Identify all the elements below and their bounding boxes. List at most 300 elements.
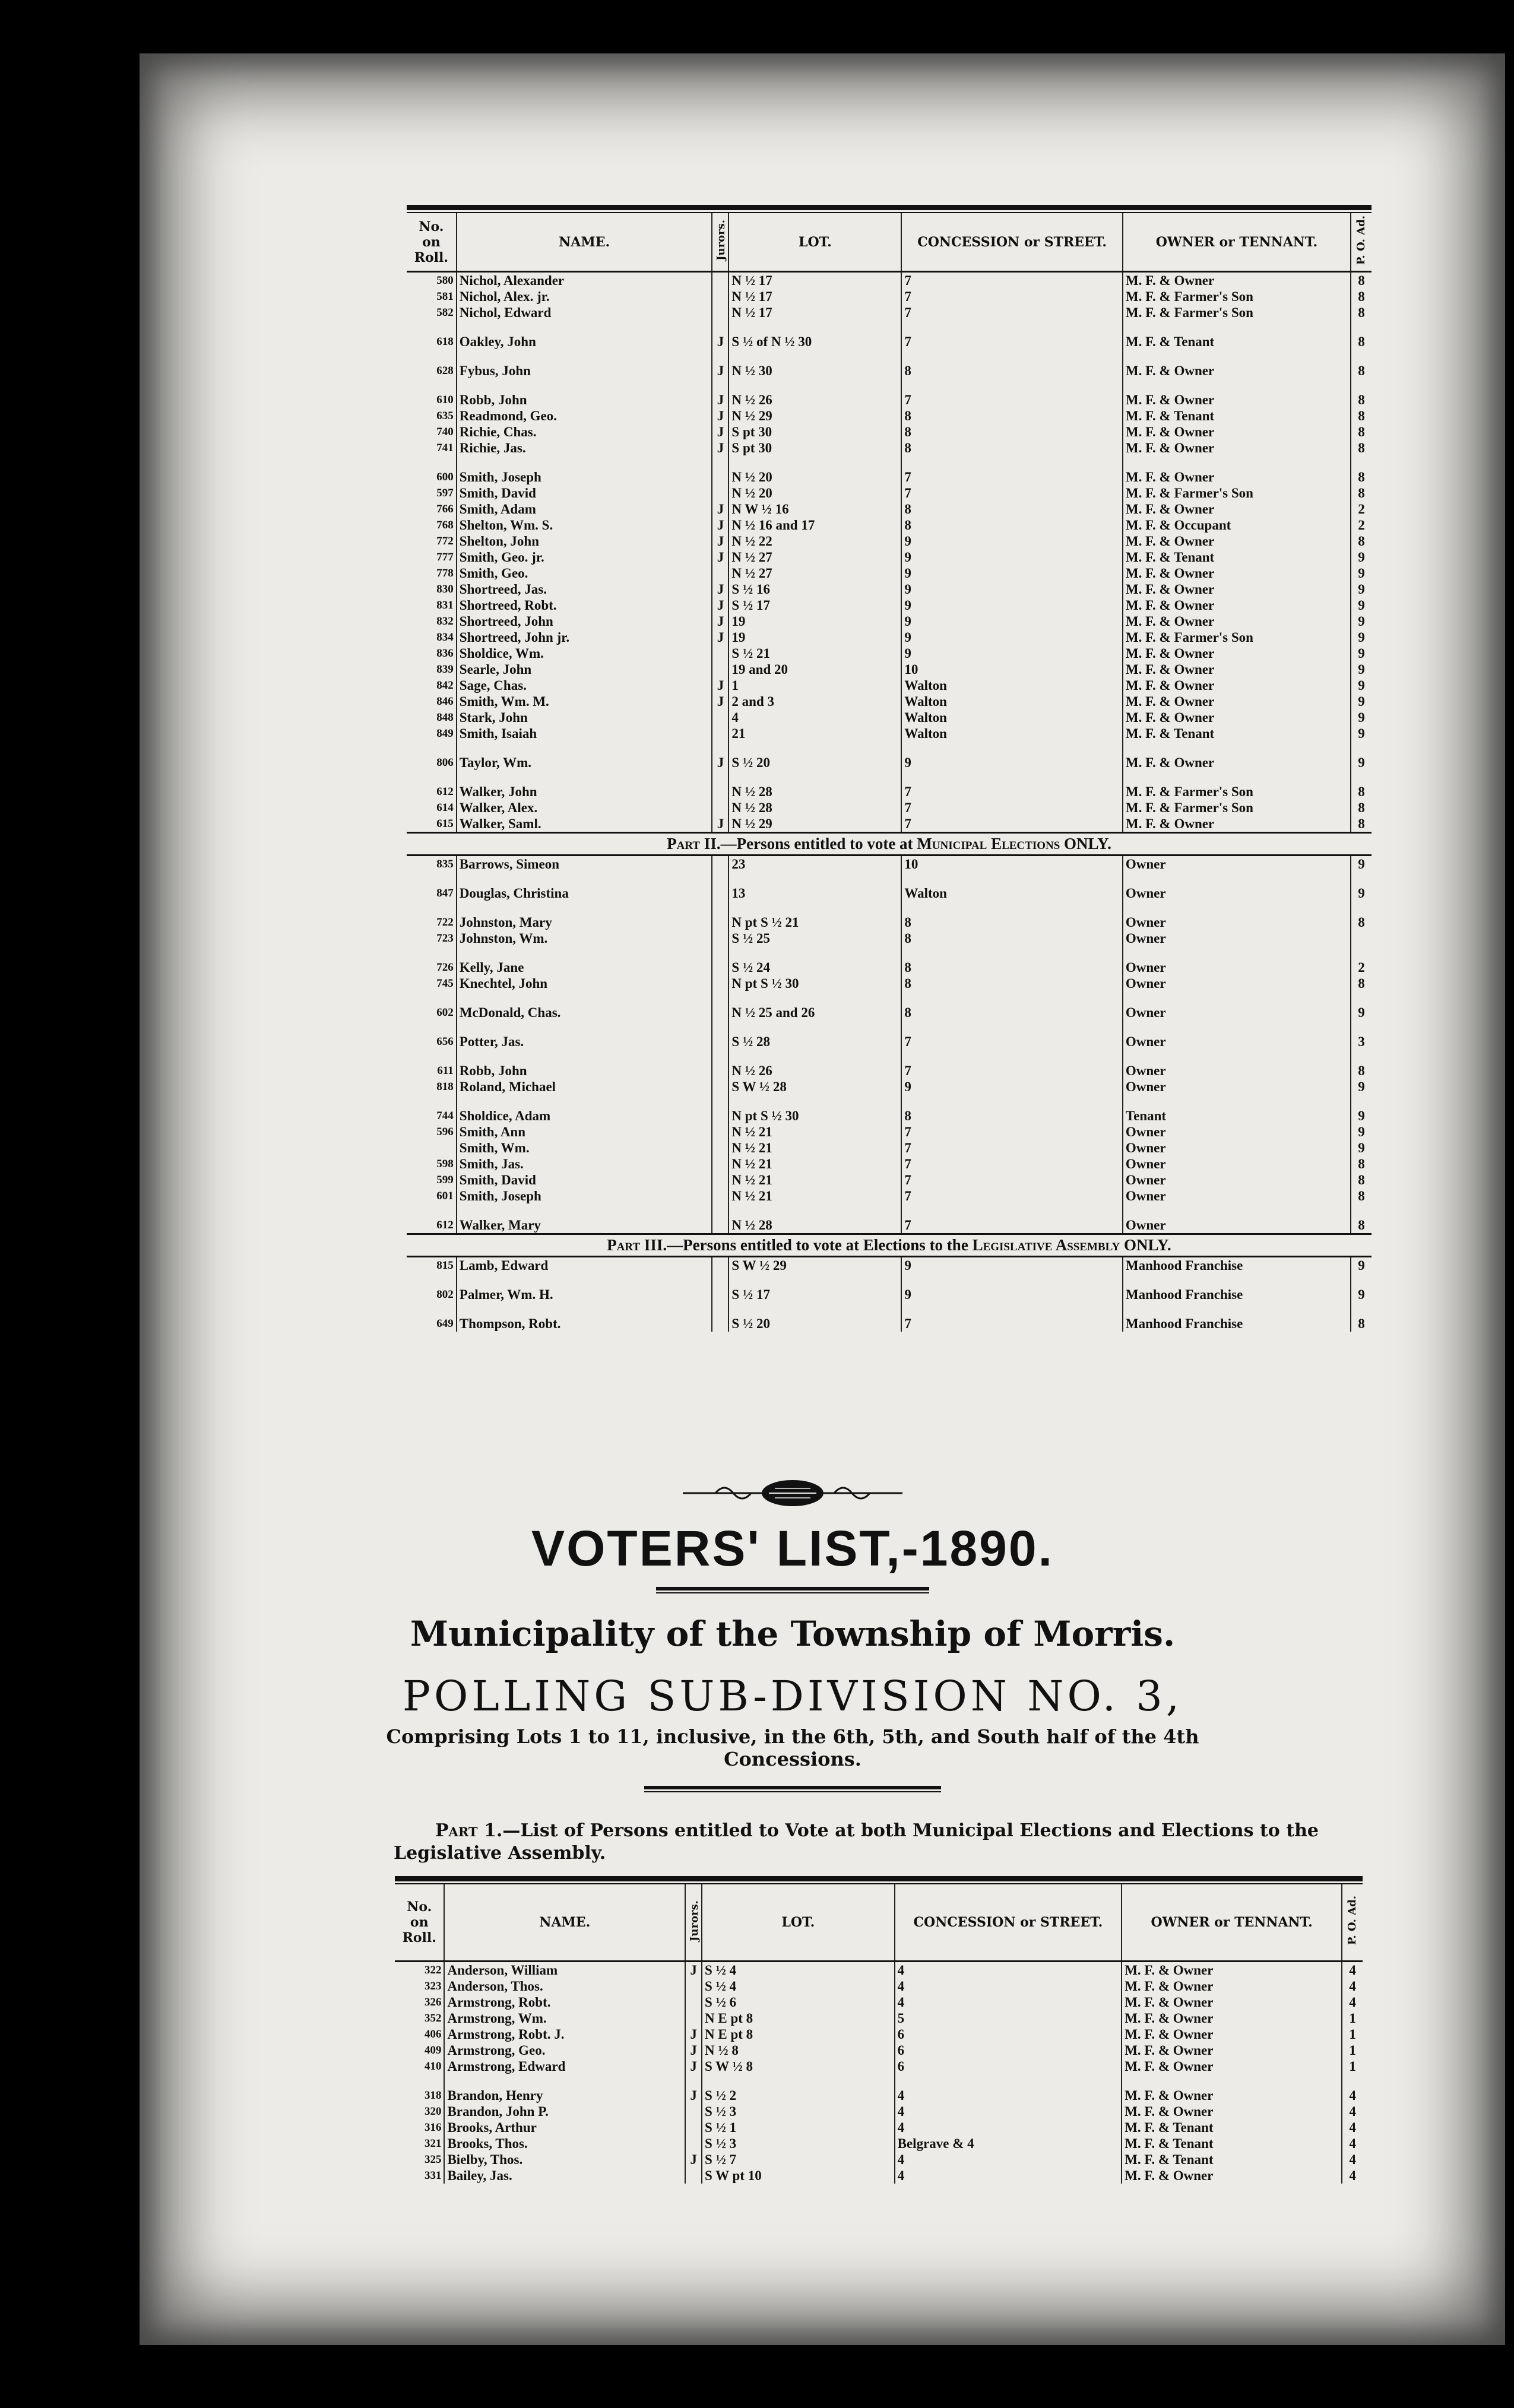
owner-cell: M. F. & Farmer's Son <box>1123 800 1351 816</box>
spacer-cell <box>729 872 901 885</box>
spacer-cell <box>729 1303 901 1316</box>
spacer-cell <box>729 1273 901 1287</box>
header-roll: No. on Roll. <box>395 1884 444 1962</box>
table-row <box>407 800 1372 816</box>
po-cell: 9 <box>1351 1079 1372 1095</box>
spacer-cell <box>407 1303 457 1316</box>
lot-cell: S ½ 4 <box>702 1978 895 1994</box>
concession-cell: 6 <box>895 2058 1122 2074</box>
concession-cell: 7 <box>901 1140 1122 1156</box>
po-cell: 9 <box>1351 629 1372 645</box>
spacer-cell <box>457 742 712 755</box>
roll-cell: 601 <box>436 1190 454 1203</box>
spacer-cell <box>901 1095 1122 1108</box>
juror-cell <box>712 709 729 725</box>
name-cell: Potter, Jas. <box>457 1034 712 1050</box>
spacer-cell <box>712 350 729 363</box>
owner-cell: Owner <box>1123 930 1351 946</box>
spacer-cell <box>901 991 1122 1005</box>
lot-cell: 4 <box>729 709 901 725</box>
spacer-cell <box>901 946 1122 959</box>
juror-cell: J <box>712 440 729 456</box>
juror-cell <box>712 800 729 816</box>
roll-cell: 834 <box>436 631 454 644</box>
roll-cell: 326 <box>424 1996 442 2008</box>
juror-cell: J <box>712 693 729 709</box>
table-row <box>407 661 1372 677</box>
table-row <box>407 392 1372 408</box>
concession-cell: 4 <box>895 2087 1122 2103</box>
lot-cell: N ½ 21 <box>729 1188 901 1204</box>
part2-table-body <box>407 856 1372 1233</box>
lot-cell: N ½ 21 <box>729 1140 901 1156</box>
concession-cell: 8 <box>901 914 1122 930</box>
lot-cell: N pt S ½ 21 <box>729 914 901 930</box>
roll-cell: 842 <box>436 679 454 692</box>
concession-cell: 7 <box>901 1172 1122 1188</box>
table-row <box>395 2135 1363 2152</box>
po-cell: 8 <box>1351 1172 1372 1188</box>
lot-cell: N ½ 21 <box>729 1172 901 1188</box>
po-cell: 4 <box>1342 2135 1363 2152</box>
lot-cell: S ½ 3 <box>702 2135 895 2152</box>
name-cell: Shortreed, Robt. <box>457 597 712 613</box>
table-row <box>395 2119 1363 2135</box>
juror-cell: J <box>712 424 729 440</box>
spacer-cell <box>729 456 901 469</box>
spacer-cell <box>457 1273 712 1287</box>
roll-cell: 741 <box>436 442 454 455</box>
juror-cell <box>712 1034 729 1050</box>
lot-cell: N ½ 16 and 17 <box>729 517 901 533</box>
table-row <box>407 784 1372 800</box>
owner-cell: M. F. & Owner <box>1122 1994 1342 2010</box>
juror-cell <box>712 784 729 800</box>
table-row <box>407 1217 1372 1233</box>
name-cell: Lamb, Edward <box>457 1257 712 1273</box>
table-row <box>407 1188 1372 1204</box>
spacer-cell <box>712 771 729 784</box>
roll-cell: 318 <box>424 2089 442 2102</box>
table-row <box>407 485 1372 501</box>
owner-cell: M. F. & Tenant <box>1122 2135 1342 2152</box>
spacer-cell <box>1123 991 1351 1005</box>
spacer-cell <box>901 1021 1122 1034</box>
table-row <box>407 469 1372 485</box>
spacer-cell <box>729 1021 901 1034</box>
concession-cell: Walton <box>901 709 1122 725</box>
concession-cell: 8 <box>901 930 1122 946</box>
table-row <box>407 1156 1372 1172</box>
owner-cell: Owner <box>1123 1034 1351 1050</box>
po-cell: 4 <box>1342 2087 1363 2103</box>
juror-cell <box>685 2119 702 2135</box>
lot-cell: N ½ 20 <box>729 485 901 501</box>
table-row <box>395 2152 1363 2168</box>
part1-label: Part 1. <box>435 1820 503 1841</box>
table-row <box>407 1172 1372 1188</box>
spacer-cell <box>457 456 712 469</box>
juror-cell <box>712 1188 729 1204</box>
juror-cell <box>712 725 729 742</box>
juror-cell <box>712 1124 729 1140</box>
spacer-cell <box>712 1303 729 1316</box>
spacer-cell <box>407 1021 457 1034</box>
roll-cell: 839 <box>436 663 454 676</box>
concession-cell: 7 <box>901 816 1122 832</box>
table-row <box>407 677 1372 693</box>
po-cell: 4 <box>1342 2103 1363 2119</box>
owner-cell: M. F. & Owner <box>1122 1978 1342 1994</box>
name-cell: Anderson, William <box>444 1962 685 1979</box>
lot-cell: S ½ 25 <box>729 930 901 946</box>
juror-cell <box>712 1079 729 1095</box>
concession-cell: 7 <box>901 1034 1122 1050</box>
bottom-roll-section <box>395 1876 1363 2184</box>
po-cell: 8 <box>1351 816 1372 832</box>
po-cell: 8 <box>1351 408 1372 424</box>
table-row <box>407 424 1372 440</box>
roll-cell: 599 <box>436 1174 454 1187</box>
table-header-row <box>407 213 1372 272</box>
name-cell: Shortreed, Jas. <box>457 581 712 597</box>
roll-cell: 830 <box>436 583 454 596</box>
juror-cell: J <box>685 2026 702 2042</box>
concession-cell: 10 <box>901 661 1122 677</box>
name-cell: Shortreed, John jr. <box>457 629 712 645</box>
po-cell: 9 <box>1351 597 1372 613</box>
juror-cell: J <box>685 2058 702 2074</box>
po-cell: 9 <box>1351 1124 1372 1140</box>
name-cell: Walker, Alex. <box>457 800 712 816</box>
spacer-cell <box>407 321 457 334</box>
roll-cell: 323 <box>424 1980 442 1992</box>
name-cell: Roland, Michael <box>457 1079 712 1095</box>
spacer-cell <box>901 1204 1122 1217</box>
roll-cell: 831 <box>436 599 454 612</box>
roll-cell: 815 <box>436 1259 454 1272</box>
po-cell: 1 <box>1342 2026 1363 2042</box>
table-row <box>407 289 1372 305</box>
owner-cell: M. F. & Owner <box>1122 2087 1342 2103</box>
table-row <box>407 533 1372 549</box>
part1-text: —List of Persons entitled to Vote at both Municipal Elections and Elections to the Legislative Assembly. <box>394 1820 1319 1864</box>
spacer-cell <box>729 350 901 363</box>
po-cell: 8 <box>1351 533 1372 549</box>
po-cell: 9 <box>1351 1140 1372 1156</box>
juror-cell: J <box>685 1962 702 1979</box>
concession-cell: 7 <box>901 305 1122 321</box>
owner-cell: M. F. & Owner <box>1123 581 1351 597</box>
spacer-cell <box>1123 379 1351 392</box>
name-cell: Smith, Jas. <box>457 1156 712 1172</box>
juror-cell <box>685 2168 702 2184</box>
roll-cell: 580 <box>436 274 454 287</box>
lot-cell: S ½ 6 <box>702 1994 895 2010</box>
concession-cell: 9 <box>901 629 1122 645</box>
juror-cell <box>712 975 729 991</box>
voters-list-title: VOTERS' LIST,-1890. <box>531 1520 1054 1576</box>
part3-tail: ONLY. <box>1120 1236 1171 1254</box>
table-row <box>407 581 1372 597</box>
lot-cell: N ½ 27 <box>729 565 901 581</box>
lot-cell: N ½ 28 <box>729 784 901 800</box>
owner-cell: M. F. & Owner <box>1123 363 1351 379</box>
name-cell: Robb, John <box>457 392 712 408</box>
roll-cell: 612 <box>436 785 454 799</box>
name-cell: Johnston, Mary <box>457 914 712 930</box>
bottom-voters-table <box>395 1884 1363 2184</box>
roll-cell: 600 <box>436 471 454 484</box>
heading-rule <box>644 1786 941 1792</box>
owner-cell: M. F. & Owner <box>1123 816 1351 832</box>
name-cell: Armstrong, Geo. <box>444 2042 685 2058</box>
table-row <box>395 2058 1363 2074</box>
spacer-cell <box>457 1021 712 1034</box>
table-row <box>407 645 1372 661</box>
owner-cell: M. F. & Owner <box>1123 392 1351 408</box>
concession-cell: 9 <box>901 533 1122 549</box>
concession-cell: 7 <box>901 1124 1122 1140</box>
concession-cell: 7 <box>901 392 1122 408</box>
name-cell: Walker, Mary <box>457 1217 712 1233</box>
juror-cell: J <box>712 755 729 771</box>
roll-cell: 846 <box>436 695 454 708</box>
owner-cell: Manhood Franchise <box>1123 1287 1351 1303</box>
concession-cell: 4 <box>895 2119 1122 2135</box>
spacer-cell <box>1123 742 1351 755</box>
juror-cell <box>685 2135 702 2152</box>
spacer-cell <box>729 1095 901 1108</box>
spacer-cell <box>457 946 712 959</box>
name-cell: Oakley, John <box>457 334 712 350</box>
lot-cell: S ½ 20 <box>729 755 901 771</box>
po-cell: 8 <box>1351 1063 1372 1079</box>
juror-cell <box>712 1172 729 1188</box>
name-cell: Smith, Wm. <box>457 1140 712 1156</box>
table-row <box>407 930 1372 946</box>
header-jurors: Jurors. <box>685 1884 702 1962</box>
owner-cell: M. F. & Owner <box>1123 661 1351 677</box>
owner-cell: M. F. & Farmer's Son <box>1123 629 1351 645</box>
lot-cell: S W ½ 8 <box>702 2058 895 2074</box>
name-cell: Shortreed, John <box>457 613 712 629</box>
concession-cell: 7 <box>901 1217 1122 1233</box>
spacer-cell <box>407 901 457 914</box>
po-cell: 4 <box>1342 2119 1363 2135</box>
spacer-cell <box>407 1273 457 1287</box>
lot-cell: N ½ 17 <box>729 289 901 305</box>
juror-cell: J <box>712 597 729 613</box>
owner-cell: Owner <box>1123 1079 1351 1095</box>
spacer-cell <box>712 1050 729 1063</box>
top-voters-table <box>407 213 1372 832</box>
header-po: P. O. Ad. <box>1351 213 1372 272</box>
spacer-cell <box>901 379 1122 392</box>
po-cell: 4 <box>1342 2152 1363 2168</box>
roll-cell: 740 <box>436 426 454 439</box>
roll-cell: 352 <box>424 2012 442 2024</box>
table-row <box>407 856 1372 872</box>
spacer-cell <box>729 1204 901 1217</box>
lot-cell: N ½ 29 <box>729 816 901 832</box>
spacer-cell <box>1123 1095 1351 1108</box>
lot-cell: N ½ 21 <box>729 1124 901 1140</box>
comprising-text: Comprising Lots 1 to 11, inclusive, in the 6th, 5th, and South half of the 4th Concessions. <box>386 1725 1199 1770</box>
spacer-cell <box>1351 1050 1372 1063</box>
name-cell: Smith, Wm. M. <box>457 693 712 709</box>
po-cell: 8 <box>1351 914 1372 930</box>
spacer-cell <box>1123 771 1351 784</box>
spacer-cell <box>457 872 712 885</box>
lot-cell: N ½ 29 <box>729 408 901 424</box>
po-cell: 8 <box>1351 1217 1372 1233</box>
header-roll: No. on Roll. <box>407 213 457 272</box>
table-row <box>395 1994 1363 2010</box>
roll-cell: 321 <box>424 2137 442 2150</box>
spacer-row <box>407 350 1372 363</box>
roll-cell: 409 <box>424 2044 442 2057</box>
spacer-cell <box>1123 946 1351 959</box>
concession-cell: 7 <box>901 485 1122 501</box>
concession-cell: 10 <box>901 856 1122 872</box>
spacer-cell <box>1123 456 1351 469</box>
owner-cell: M. F. & Tenant <box>1122 2152 1342 2168</box>
owner-cell: M. F. & Farmer's Son <box>1123 305 1351 321</box>
name-cell: Palmer, Wm. H. <box>457 1287 712 1303</box>
juror-cell: J <box>712 408 729 424</box>
juror-cell <box>712 1108 729 1124</box>
roll-cell: 768 <box>436 519 454 532</box>
concession-cell: 8 <box>901 517 1122 533</box>
page <box>140 53 1505 2345</box>
spacer-cell <box>457 1303 712 1316</box>
roll-cell: 410 <box>424 2060 442 2073</box>
po-cell: 9 <box>1351 565 1372 581</box>
po-cell: 9 <box>1351 725 1372 742</box>
title-rule <box>656 1587 929 1593</box>
table-row <box>395 2026 1363 2042</box>
lot-cell: 21 <box>729 725 901 742</box>
juror-cell <box>712 930 729 946</box>
spacer-cell <box>407 1050 457 1063</box>
spacer-row <box>407 872 1372 885</box>
spacer-row <box>407 1021 1372 1034</box>
table-row <box>407 709 1372 725</box>
owner-cell: M. F. & Occupant <box>1123 517 1351 533</box>
concession-cell: Walton <box>901 725 1122 742</box>
concession-cell: 9 <box>901 645 1122 661</box>
lot-cell: N ½ 28 <box>729 800 901 816</box>
table-row <box>407 914 1372 930</box>
owner-cell: M. F. & Owner <box>1123 501 1351 517</box>
spacer-cell <box>901 742 1122 755</box>
po-cell: 9 <box>1351 1257 1372 1273</box>
owner-cell: Owner <box>1123 1217 1351 1233</box>
juror-cell: J <box>685 2087 702 2103</box>
concession-cell: 7 <box>901 289 1122 305</box>
spacer-cell <box>407 872 457 885</box>
spacer-cell <box>1123 1273 1351 1287</box>
concession-cell: 8 <box>901 408 1122 424</box>
table-row <box>407 501 1372 517</box>
name-cell: Sholdice, Adam <box>457 1108 712 1124</box>
name-cell: McDonald, Chas. <box>457 1005 712 1021</box>
concession-cell: 9 <box>901 1287 1122 1303</box>
juror-cell <box>712 645 729 661</box>
po-cell: 8 <box>1351 485 1372 501</box>
po-cell: 4 <box>1342 1978 1363 1994</box>
part3-label: Part III. <box>607 1236 667 1254</box>
owner-cell: Owner <box>1123 1140 1351 1156</box>
bottom-table-body <box>395 1962 1363 2184</box>
owner-cell: M. F. & Owner <box>1123 613 1351 629</box>
owner-cell: M. F. & Tenant <box>1123 549 1351 565</box>
owner-cell: M. F. & Owner <box>1123 645 1351 661</box>
juror-cell <box>712 305 729 321</box>
lot-cell: N ½ 28 <box>729 1217 901 1233</box>
spacer-cell <box>407 456 457 469</box>
table-row <box>407 975 1372 991</box>
po-cell: 9 <box>1351 677 1372 693</box>
spacer-cell <box>702 2074 895 2087</box>
roll-cell: 835 <box>436 858 454 871</box>
owner-cell: Owner <box>1123 914 1351 930</box>
po-cell: 9 <box>1351 581 1372 597</box>
lot-cell: S ½ 21 <box>729 645 901 661</box>
roll-cell: 836 <box>436 647 454 660</box>
name-cell: Armstrong, Robt. <box>444 1994 685 2010</box>
table-row <box>407 1079 1372 1095</box>
lot-cell: N ½ 26 <box>729 392 901 408</box>
juror-cell <box>712 1257 729 1273</box>
juror-cell: J <box>712 613 729 629</box>
po-cell: 9 <box>1351 661 1372 677</box>
spacer-cell <box>895 2074 1122 2087</box>
spacer-cell <box>712 379 729 392</box>
roll-cell: 615 <box>436 818 454 831</box>
spacer-cell <box>712 1095 729 1108</box>
name-cell: Stark, John <box>457 709 712 725</box>
roll-cell: 649 <box>436 1317 454 1330</box>
juror-cell <box>712 469 729 485</box>
po-cell: 8 <box>1351 424 1372 440</box>
roll-cell: 818 <box>436 1081 454 1094</box>
table-row <box>407 408 1372 424</box>
po-cell: 9 <box>1351 1005 1372 1021</box>
spacer-cell <box>901 321 1122 334</box>
part3-text: —Persons entitled to vote at Elections to the <box>667 1236 973 1254</box>
name-cell: Taylor, Wm. <box>457 755 712 771</box>
name-cell: Brooks, Arthur <box>444 2119 685 2135</box>
owner-cell: M. F. & Farmer's Son <box>1123 485 1351 501</box>
roll-cell: 597 <box>436 487 454 500</box>
spacer-cell <box>1123 1204 1351 1217</box>
spacer-cell <box>712 456 729 469</box>
top-roll-section <box>407 205 1372 1332</box>
owner-cell: M. F. & Owner <box>1122 2042 1342 2058</box>
name-cell: Smith, Geo. <box>457 565 712 581</box>
spacer-cell <box>457 350 712 363</box>
spacer-row <box>407 991 1372 1005</box>
header-concession: CONCESSION or STREET. <box>901 213 1122 272</box>
juror-cell <box>685 2010 702 2026</box>
po-cell: 1 <box>1342 2042 1363 2058</box>
name-cell: Robb, John <box>457 1063 712 1079</box>
header-concession: CONCESSION or STREET. <box>895 1884 1122 1962</box>
concession-cell: 9 <box>901 755 1122 771</box>
header-po: P. O. Ad. <box>1342 1884 1363 1962</box>
